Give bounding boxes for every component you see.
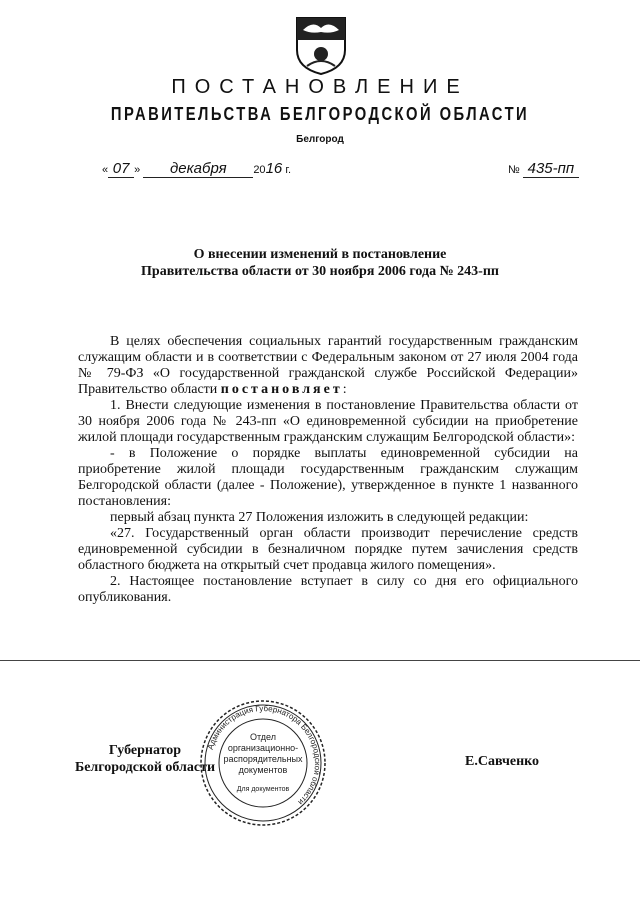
year-suffix: 16	[265, 160, 283, 177]
stamp-line-3: распорядительных	[223, 754, 303, 764]
city-label: Белгород	[296, 134, 344, 145]
document-heading	[0, 246, 640, 280]
signatory-name: Е.Савченко	[465, 754, 540, 769]
date-line	[102, 160, 291, 178]
quote-open: «	[102, 164, 109, 176]
document-title: ПОСТАНОВЛЕНИЕ	[171, 76, 469, 98]
year-prefix: 20	[253, 164, 266, 176]
preamble-text: В целях обеспечения социальных гарантий государственным гражданским служащим области и в соответствии с Федеральным законом от 27 июля 2004 года № 79-ФЗ «О государственной гражданской службе Российской Федерации» Правительство области	[78, 334, 578, 397]
paragraph-amendment: - в Положение о порядке выплаты единовременной субсидии на приобретение жилой площади государственным гражданским служащим Белгородской области (далее - Положение), утвержденное в пункте 1 названного постановления:	[78, 446, 578, 509]
stamp-ring-text: Администрация Губернатора Белгородской области	[205, 703, 323, 807]
stamp-line-2: организационно-	[227, 743, 299, 753]
heading-line-1: О внесении изменений в постановление	[193, 247, 447, 262]
document-body	[78, 334, 578, 606]
role-line-2: Белгородской области	[74, 760, 216, 775]
heading-line-2: Правительства области от 30 ноября 2006 года № 243-пп	[141, 264, 499, 279]
stamp-center-text	[218, 732, 308, 795]
quote-close: »	[134, 164, 141, 176]
paragraph-item-1: 1. Внести следующие изменения в постановление Правительства области от 30 ноября 2006 года № 243-пп «О единовременной субсидии на приобретение жилой площади государственным гражданским служащим Белгородской области»:	[78, 398, 578, 445]
paragraph-preamble	[78, 334, 578, 398]
date-month: декабря	[143, 160, 253, 178]
number-line	[508, 160, 579, 178]
role-line-1: Губернатор	[108, 743, 182, 758]
stamp-line-4: документов	[238, 765, 288, 775]
year-unit: г.	[285, 164, 292, 176]
document-number: 435-пп	[523, 160, 579, 178]
paragraph-item-2: 2. Настоящее постановление вступает в силу со дня его официального опубликования.	[78, 574, 578, 605]
paragraph-first-abzac: первый абзац пункта 27 Положения изложить в следующей редакции:	[110, 510, 529, 525]
coat-of-arms-icon	[293, 10, 349, 76]
preamble-end: :	[342, 382, 347, 397]
stamp-line-1: Отдел	[249, 732, 277, 742]
keyword-decrees: постановляет	[220, 382, 343, 397]
number-label: №	[508, 164, 520, 176]
stamp-bottom-text: Для документов	[236, 786, 290, 793]
document-subtitle: ПРАВИТЕЛЬСТВА БЕЛГОРОДСКОЙ ОБЛАСТИ	[110, 104, 530, 124]
date-day: 07	[108, 160, 134, 178]
paragraph-item-27: «27. Государственный орган области производит перечисление средств единовременной субсидии в безналичном порядке путем зачисления средств областного бюджета на открытый счет продавца жилого помещения».	[78, 526, 578, 573]
divider	[0, 660, 640, 661]
